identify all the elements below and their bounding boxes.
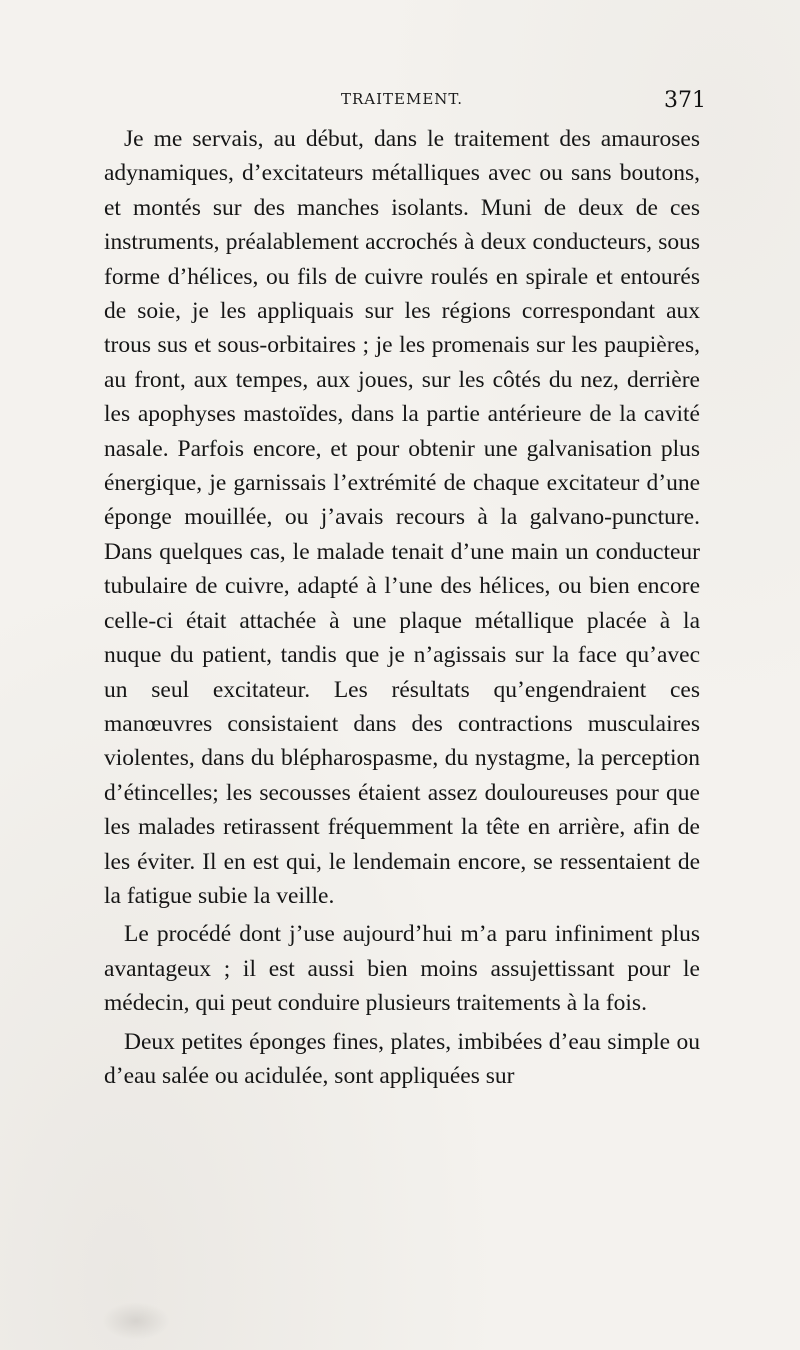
running-head-title: TRAITEMENT. (340, 90, 463, 108)
paragraph-2: Le procédé dont j’use aujourd’hui m’a paru infiniment plus avantageux ; il est aussi bien moins assujettissant pour le médecin, qui peut conduire plusieurs traitements à la fois. (104, 921, 700, 1017)
paragraph-3: Deux petites éponges fines, plates, imbibées d’eau simple ou d’eau salée ou acidulée, sont appliquées sur (104, 1028, 700, 1089)
body-text (104, 122, 700, 1093)
ink-smudge (102, 1302, 170, 1340)
running-head (96, 88, 708, 118)
page-number: 371 (664, 88, 706, 113)
paragraph-1: Je me servais, au début, dans le traitement des amauroses adynamiques, d’excitateurs métalliques avec ou sans boutons, et montés sur des manches isolants. Muni de deux de ces instruments, préalablement accrochés à deux conducteurs, sous forme d’hélices, ou fils de cuivre roulés en spirale et entourés de soie, je les appliquais sur les régions correspondant aux trous sus et sous-orbitaires ; je les promenais sur les paupières, au front, aux tempes, aux joues, sur les côtés du nez, derrière les apophyses mastoïdes, dans la partie antérieure de la cavité nasale. Parfois encore, et pour obtenir une galvanisation plus énergique, je garnissais l’extrémité de chaque excitateur d’une éponge mouillée, ou j’avais recours à la galvano-puncture. Dans quelques cas, le malade tenait d’une main un conducteur tubulaire de cuivre, adapté à l’une des hélices, ou bien encore celle-ci était attachée à une plaque métallique placée à la nuque du patient, tandis que je n’agissais sur la face qu’avec un seul excitateur. Les résultats qu’engendraient ces manœuvres consistaient dans des contractions musculaires violentes, dans du blépharospasme, du nystagme, la perception d’étincelles; les secousses étaient assez douloureuses pour que les malades retirassent fréquemment la tête en arrière, afin de les éviter. Il en est qui, le lendemain encore, se ressentaient de la fatigue subie la veille. (104, 126, 700, 909)
